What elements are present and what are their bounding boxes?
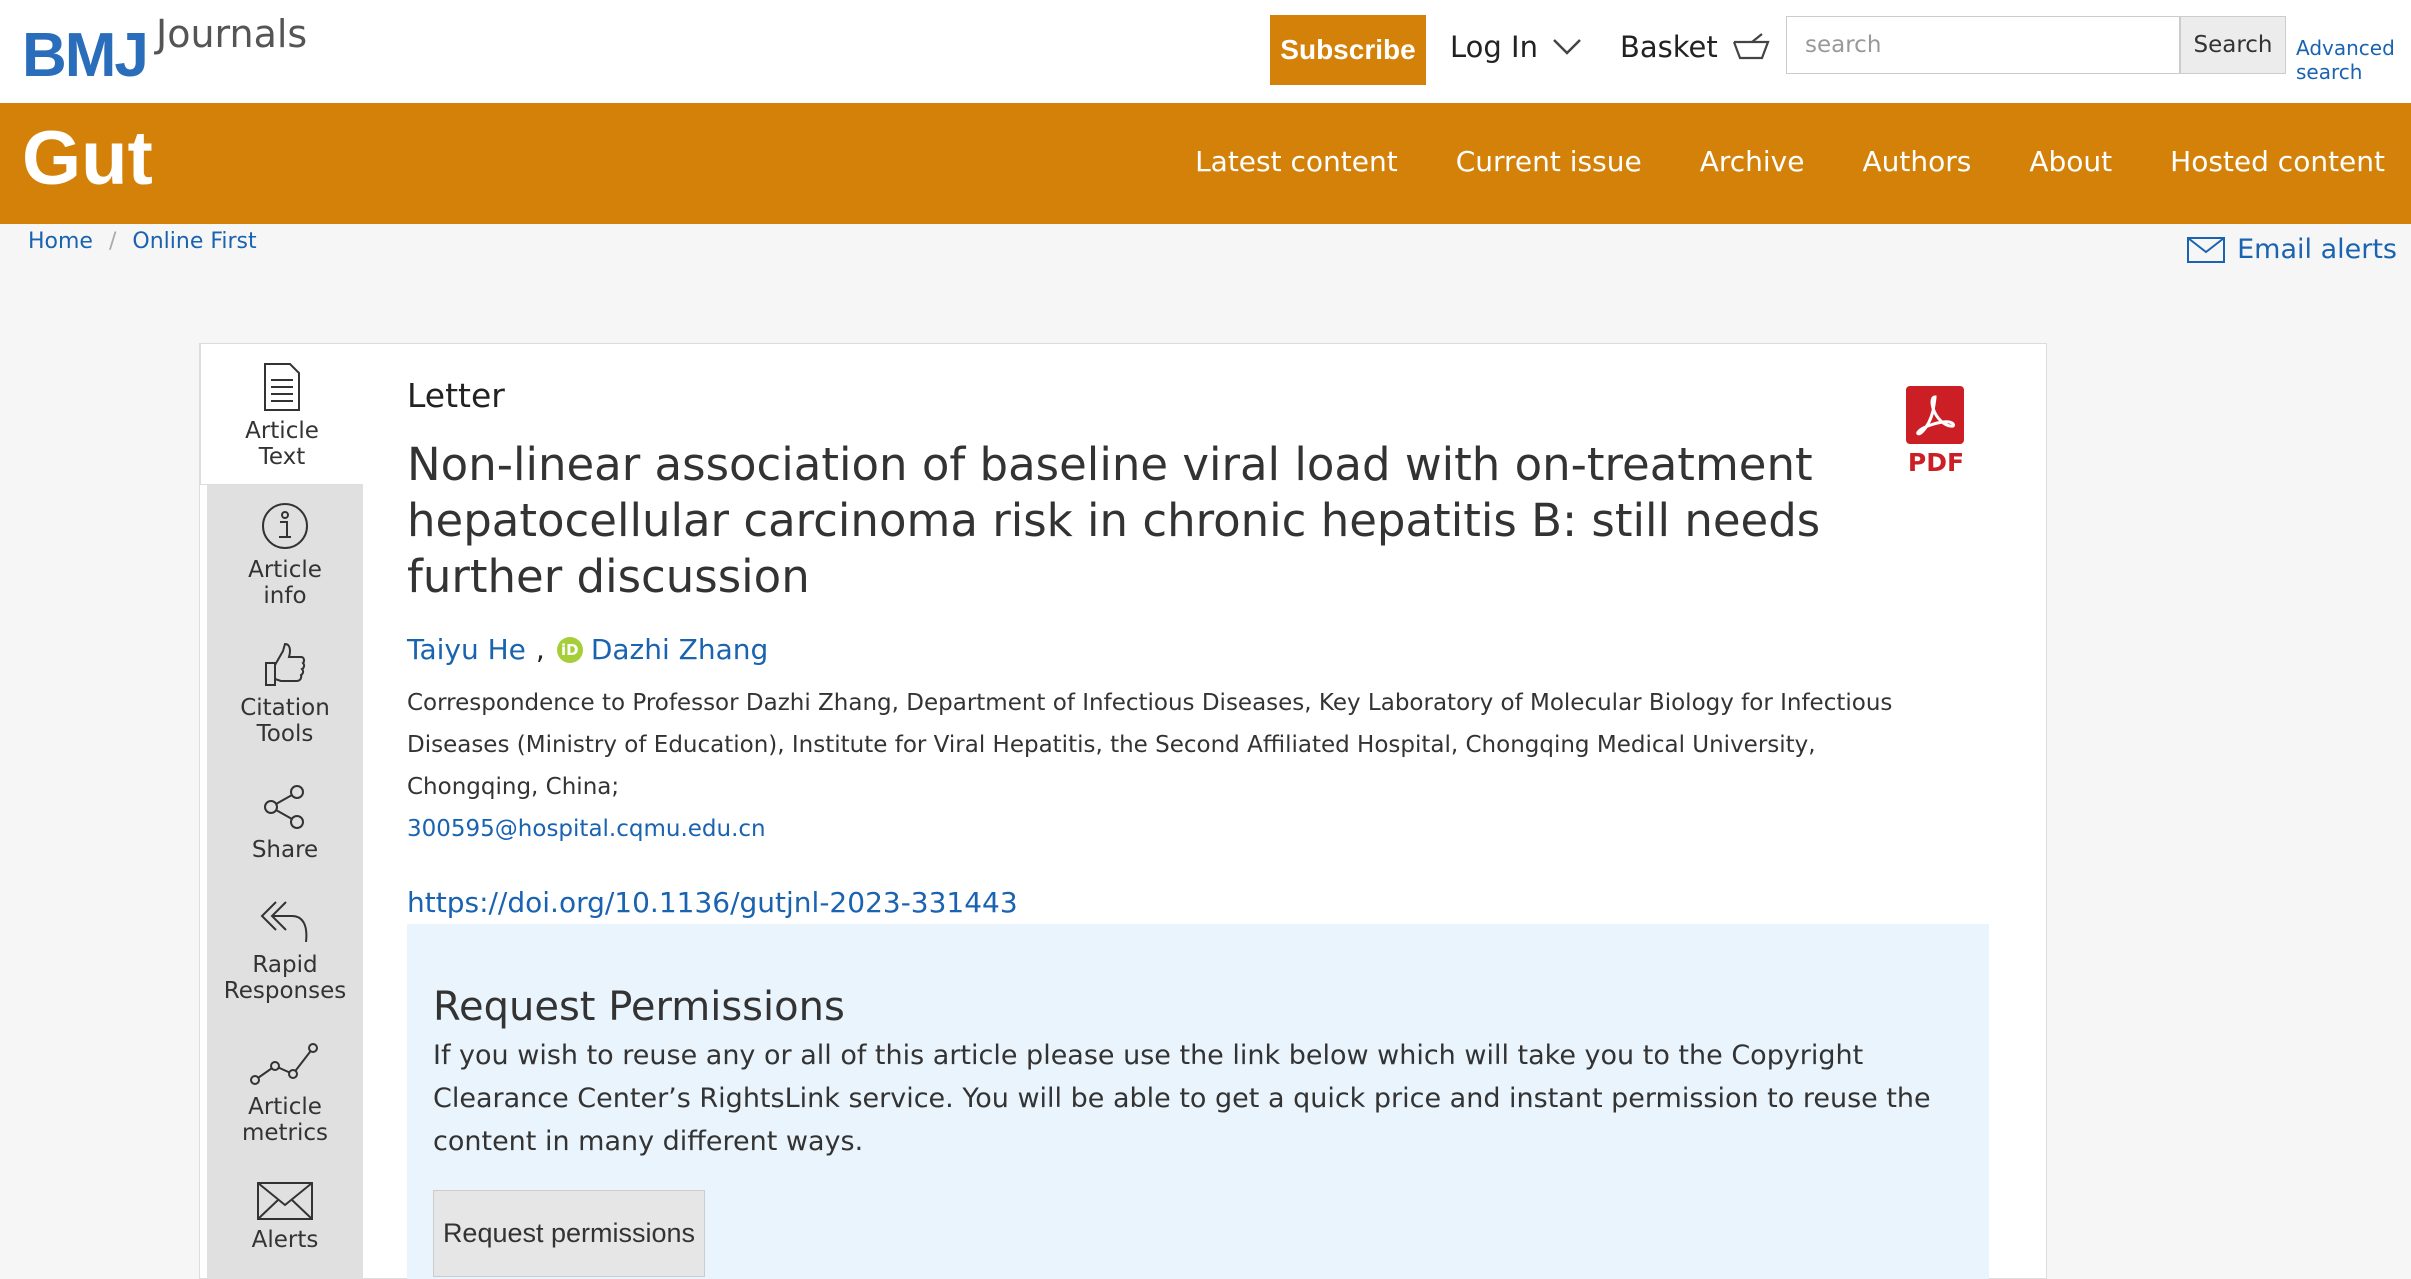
breadcrumb-online-first[interactable]: Online First <box>132 229 257 254</box>
request-permissions-panel <box>407 924 1989 1279</box>
tool-label-line1: Article <box>245 418 319 444</box>
envelope-icon <box>256 1181 314 1221</box>
login-menu[interactable] <box>1450 30 1582 64</box>
nav-current-issue[interactable]: Current issue <box>1455 145 1642 178</box>
tool-citation-tools[interactable] <box>207 641 363 747</box>
tool-label-line2: info <box>263 583 307 609</box>
chevron-down-icon <box>1552 38 1582 56</box>
correspondence-text: Correspondence to Professor Dazhi Zhang, Department of Infectious Diseases, Key Laboratory of Molecular Biology for Infectious Diseases (Ministry of Education), Institute for Viral Hepatitis, the Second Affiliated Hospital, Chongqing Medical University, Chongqing, China; <box>407 690 1893 800</box>
breadcrumb <box>28 229 257 254</box>
correspondence-email[interactable]: 300595@hospital.cqmu.edu.cn <box>407 816 766 842</box>
author-link[interactable]: Taiyu He <box>407 633 526 666</box>
tool-label-line2: Responses <box>223 978 347 1004</box>
basket-label: Basket <box>1620 30 1718 64</box>
logo-sub: Journals <box>156 12 308 56</box>
tool-label-line2: Tools <box>256 721 314 747</box>
permissions-description: If you wish to reuse any or all of this article please use the link below which will take you to the Copyright Clearance Center’s RightsLink service. You will be able to get a quick price and instant permission to reuse the content in many different ways. <box>433 1040 1931 1157</box>
top-bar <box>0 0 2411 103</box>
nav-latest-content[interactable]: Latest content <box>1195 145 1398 178</box>
advanced-search-line2: search <box>2296 60 2363 84</box>
author-link[interactable]: Dazhi Zhang <box>590 633 769 666</box>
journal-title[interactable]: Gut <box>22 116 153 201</box>
tool-alerts[interactable] <box>207 1181 363 1253</box>
tool-article-info[interactable] <box>207 501 363 609</box>
basket-icon <box>1732 32 1770 62</box>
tool-label-line1: Citation <box>240 695 330 721</box>
nav-about[interactable]: About <box>2029 145 2113 178</box>
email-alerts-link[interactable] <box>2187 234 2397 265</box>
login-label: Log In <box>1450 30 1538 64</box>
tool-rapid-responses[interactable] <box>207 898 363 1004</box>
tool-label-line1: Share <box>251 837 319 863</box>
pdf-label: PDF <box>1907 448 1965 477</box>
author-list <box>407 633 1987 666</box>
nav-authors[interactable]: Authors <box>1862 145 1972 178</box>
share-icon <box>261 783 309 831</box>
tool-share[interactable] <box>207 783 363 863</box>
tool-article-text[interactable] <box>200 343 363 485</box>
nav-archive[interactable]: Archive <box>1699 145 1805 178</box>
tool-label-line2: metrics <box>241 1120 329 1146</box>
request-permissions-button[interactable]: Request permissions <box>433 1190 705 1277</box>
envelope-icon <box>2187 237 2225 263</box>
journal-nav <box>1195 145 2385 178</box>
search-input[interactable]: search <box>1786 16 2180 74</box>
metrics-icon <box>249 1040 321 1088</box>
journal-header <box>0 103 2411 224</box>
doi-link[interactable]: https://doi.org/10.1136/gutjnl-2023-331443 <box>407 886 1018 919</box>
advanced-search-link[interactable] <box>2296 36 2395 84</box>
nav-hosted-content[interactable]: Hosted content <box>2170 145 2385 178</box>
thumbs-up-icon <box>263 641 307 689</box>
info-icon <box>260 501 310 551</box>
article-title: Non-linear association of baseline viral load with on-treatment hepatocellular carcinoma risk in chronic hepatitis B: still needs further discussion <box>407 438 1821 603</box>
pdf-download-link[interactable] <box>1906 386 1966 477</box>
search-button[interactable]: Search <box>2180 16 2286 74</box>
permissions-title: Request Permissions <box>433 984 845 1030</box>
document-icon <box>262 362 302 412</box>
tool-label-line1: Rapid <box>252 952 318 978</box>
subscribe-button[interactable]: Subscribe <box>1270 15 1426 85</box>
tool-label-line1: Alerts <box>251 1227 319 1253</box>
tool-label-line2: Text <box>258 444 306 470</box>
basket-link[interactable] <box>1620 30 1770 64</box>
breadcrumb-home[interactable]: Home <box>28 229 93 254</box>
article-tools-sidebar <box>207 343 363 1279</box>
article-type: Letter <box>407 376 505 415</box>
tool-article-metrics[interactable] <box>207 1040 363 1146</box>
pdf-icon <box>1906 386 1964 444</box>
orcid-icon[interactable]: iD <box>557 637 583 663</box>
author-separator: , <box>535 633 545 666</box>
logo-brand: BMJ <box>22 21 147 90</box>
tool-label-line1: Article <box>248 1094 322 1120</box>
email-alerts-label: Email alerts <box>2237 234 2397 265</box>
breadcrumb-separator: / <box>108 229 117 254</box>
reply-all-icon <box>258 898 312 946</box>
tool-label-line1: Article <box>248 557 322 583</box>
advanced-search-line1: Advanced <box>2296 36 2395 60</box>
article-main <box>407 376 1987 919</box>
